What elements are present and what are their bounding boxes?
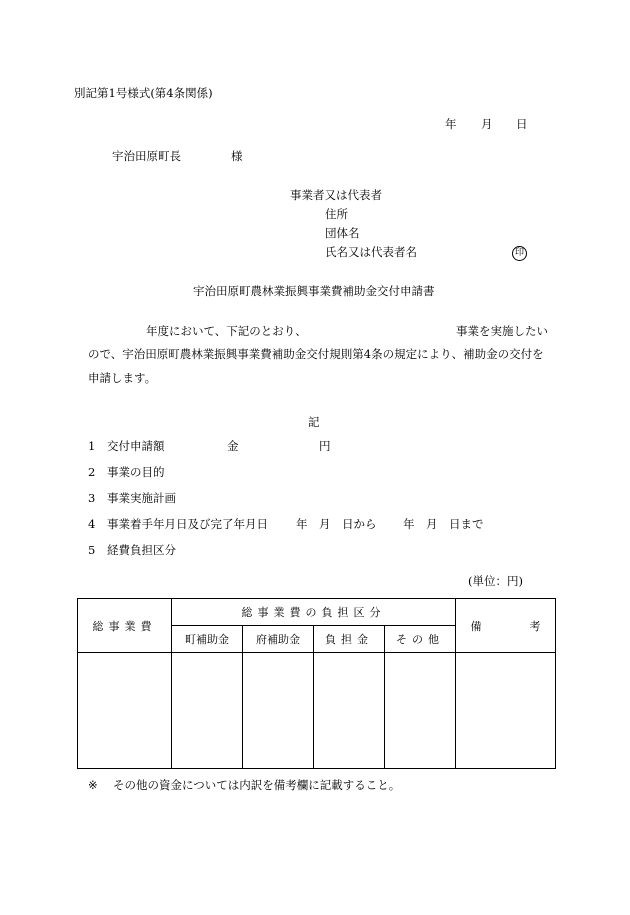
body-line1-b: 事業を実施したい <box>456 324 548 338</box>
applicant-name-label: 氏名又は代表者名 <box>325 245 417 259</box>
item-3-number: 3 <box>88 491 96 505</box>
body-line3: 申請します。 <box>88 371 157 385</box>
addressee-name: 宇治田原町長 <box>112 149 181 163</box>
cell-contribution[interactable] <box>314 653 385 769</box>
date-year: 年 <box>445 117 457 131</box>
item-3-label: 事業実施計画 <box>107 491 176 505</box>
header-contribution: 負担金 <box>314 626 385 653</box>
header-remarks-1: 備 <box>470 619 482 633</box>
item-1-number: 1 <box>88 439 96 453</box>
applicant-address-label: 住所 <box>325 207 348 221</box>
body-line2: ので、宇治田原町農林業振興事業費補助金交付規則第4条の規定により、補助金の交付を <box>88 347 544 361</box>
cell-pref-subsidy[interactable] <box>243 653 314 769</box>
cell-total-cost[interactable] <box>78 653 172 769</box>
cell-town-subsidy[interactable] <box>172 653 243 769</box>
item-1-kin: 金 <box>227 439 239 453</box>
date-day: 日 <box>516 117 528 131</box>
item-1-label: 交付申請額 <box>107 439 165 453</box>
item-4-start: 年 月 日から <box>296 517 377 531</box>
note-mark: ※ <box>88 778 98 792</box>
item-1-yen: 円 <box>319 439 331 453</box>
item-4-end: 年 月 日まで <box>403 517 484 531</box>
applicant-heading: 事業者又は代表者 <box>290 188 382 202</box>
seal-char: 印 <box>512 246 527 261</box>
document-title: 宇治田原町農林業振興事業費補助金交付申請書 <box>193 284 435 298</box>
note-text: その他の資金については内訳を備考欄に記載すること。 <box>113 778 401 792</box>
cell-other[interactable] <box>385 653 456 769</box>
item-5-number: 5 <box>88 543 96 557</box>
item-5-label: 経費負担区分 <box>107 543 176 557</box>
header-remarks-2: 考 <box>529 619 541 633</box>
form-label: 別記第1号様式(第4条関係) <box>74 86 213 100</box>
seal-mark <box>512 245 527 261</box>
cell-remarks[interactable] <box>456 653 556 769</box>
item-2-label: 事業の目的 <box>107 465 165 479</box>
unit-label: (単位：円) <box>468 574 523 588</box>
header-burden-breakdown: 総事業費の負担区分 <box>172 599 456 626</box>
header-town-subsidy: 町補助金 <box>172 626 243 653</box>
header-remarks <box>456 599 556 653</box>
burden-table <box>77 598 556 769</box>
date-month: 月 <box>481 117 493 131</box>
applicant-org-label: 団体名 <box>325 226 360 240</box>
item-4-label: 事業着手年月日及び完了年月日 <box>107 517 268 531</box>
item-4-number: 4 <box>88 517 96 531</box>
header-total-cost: 総事業費 <box>78 599 172 653</box>
header-other: その他 <box>385 626 456 653</box>
item-2-number: 2 <box>88 465 96 479</box>
header-pref-subsidy: 府補助金 <box>243 626 314 653</box>
ki-heading: 記 <box>308 415 320 429</box>
body-line1-a: 年度において、下記のとおり、 <box>146 324 307 338</box>
addressee-honorific: 様 <box>231 149 243 163</box>
